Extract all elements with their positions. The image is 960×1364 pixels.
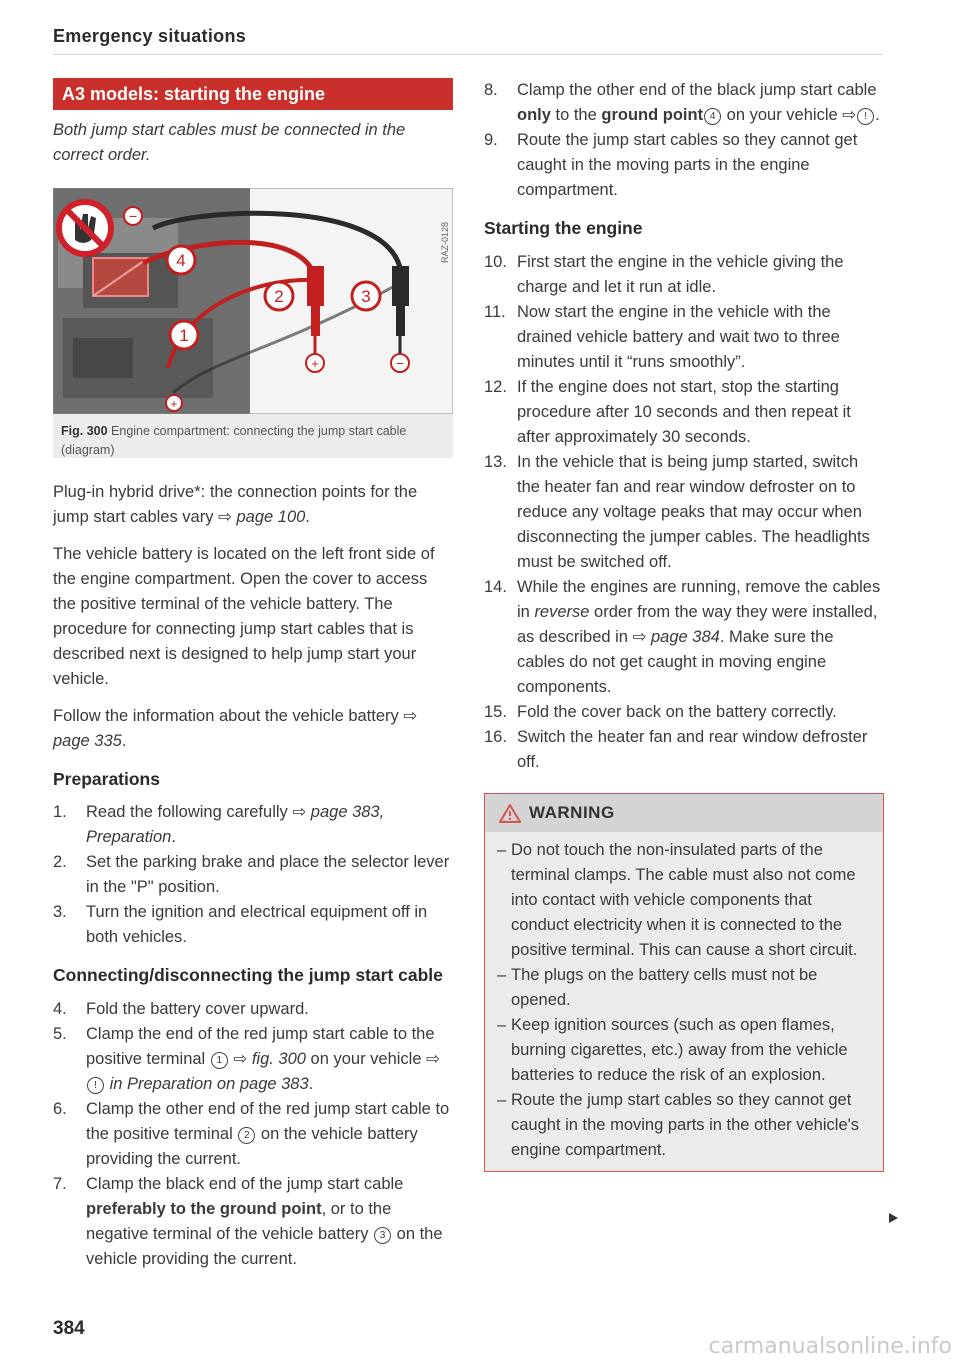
paragraph-battery-location: The vehicle battery is located on the left front side of the engine compartment. Open the cover to access the positive terminal of the vehicle battery. The procedure for connecting jump start cables that is described next is designed to help jump start your vehicle. <box>53 545 435 688</box>
figure-300 <box>53 188 453 458</box>
page-ref-link[interactable]: ⇨ page 100 <box>218 508 306 526</box>
svg-text:+: + <box>311 356 319 371</box>
step-text: , or to the negative terminal of the vehicle battery <box>86 1200 392 1243</box>
step-text: Fold the battery cover upward. <box>86 1000 309 1018</box>
svg-text:2: 2 <box>274 287 284 306</box>
list-item <box>484 128 884 203</box>
jump-start-diagram <box>53 188 453 414</box>
step-number: 8. <box>484 81 498 99</box>
list-item <box>53 1022 453 1097</box>
step-number: 10. <box>484 253 507 271</box>
callout-1-icon <box>170 321 198 349</box>
watermark: carmanualsonline.info <box>708 1334 952 1359</box>
step-text: If the engine does not start, stop the starting procedure after 10 seconds and then repeat it after approximately 30 seconds. <box>517 378 851 446</box>
bullet-dash: – <box>497 1016 507 1034</box>
callout-number-icon: 3 <box>374 1227 391 1244</box>
step-end: . <box>308 1075 314 1093</box>
paragraph-battery-info <box>53 704 453 754</box>
callout-number-icon: 1 <box>211 1052 228 1069</box>
step-number: 7. <box>53 1175 67 1193</box>
step-end: . <box>171 828 176 846</box>
page-header-title: Emergency situations <box>53 26 247 46</box>
step-text: Route the jump start cables so they cannot get caught in the moving parts in the engine compartment. <box>517 131 858 199</box>
list-item <box>484 575 884 700</box>
step-text: order from the way they were installed, as described in <box>517 603 878 646</box>
warning-triangle-icon <box>499 804 521 823</box>
bullet-dash: – <box>497 1091 507 1109</box>
paragraph-text: Follow the information about the vehicle battery <box>53 707 404 725</box>
callout-3-icon <box>352 282 380 310</box>
step-number: 9. <box>484 131 498 149</box>
step-text: Now start the engine in the vehicle with the drained vehicle battery and wait two to three minutes until it “runs smoothly”. <box>517 303 840 371</box>
ref-arrow-icon[interactable]: ⇨ <box>842 106 857 124</box>
list-item <box>484 250 884 300</box>
minus-terminal-icon <box>391 354 409 372</box>
list-item <box>484 725 884 775</box>
do-not-touch-icon <box>59 202 111 254</box>
step-text: In the vehicle that is being jump started, switch the heater fan and rear window defroster on to reduce any voltage peaks that may occur when disconnecting the jumper cables. The headlights must be switched off. <box>517 453 870 571</box>
connecting-list <box>53 997 453 1272</box>
plus-small-icon <box>166 395 182 411</box>
page-ref-link[interactable]: ⇨ page 383, Preparation <box>86 803 385 846</box>
step-text: Clamp the black end of the jump start cable <box>86 1175 404 1193</box>
step-emphasis: ground point <box>601 106 704 124</box>
step-text: Clamp the other end of the red jump start cable to the positive terminal <box>86 1100 450 1143</box>
step-emphasis: preferably to the ground point <box>86 1200 322 1218</box>
caption-text: Engine compartment: connecting the jump start cable (diagram) <box>61 424 407 457</box>
step-text: Turn the ignition and electrical equipment off in both vehicles. <box>86 903 428 946</box>
caution-icon: ! <box>857 108 874 125</box>
left-column <box>53 78 453 1272</box>
callout-4-icon <box>167 246 195 274</box>
svg-text:−: − <box>128 208 138 224</box>
warning-text: Keep ignition sources (such as open flames, burning cigarettes, etc.) away from the vehicle batteries to reduce the risk of an explosion. <box>511 1016 848 1084</box>
heading-preparations: Preparations <box>53 769 160 789</box>
step-number: 14. <box>484 578 507 596</box>
figure-code: RAZ-0128 <box>440 222 450 264</box>
step-text: on the vehicle providing the current. <box>86 1225 443 1268</box>
warning-text: The plugs on the battery cells must not be opened. <box>511 966 818 1009</box>
page-number: 384 <box>53 1318 85 1339</box>
step-end: . <box>875 106 880 124</box>
list-item <box>484 700 884 725</box>
paragraph-plugin-hybrid <box>53 480 453 530</box>
list-item <box>53 1172 453 1272</box>
page-ref-link[interactable]: in Preparation on page 383 <box>105 1075 309 1093</box>
warning-item <box>497 838 871 963</box>
step-text: Fold the cover back on the battery correctly. <box>517 703 837 721</box>
warning-list <box>485 832 883 1171</box>
step-text: on your vehicle <box>305 1050 427 1068</box>
warning-text: Do not touch the non-insulated parts of the terminal clamps. The cable must also not come into contact with vehicle components that conduct electricity when it is connected to the positive terminal. This can cause a short circuit. <box>511 841 858 959</box>
step-number: 1. <box>53 803 67 821</box>
list-item <box>53 800 453 850</box>
step-number: 4. <box>53 1000 67 1018</box>
list-item <box>53 1097 453 1172</box>
step-text: Clamp the other end of the black jump start cable <box>517 81 877 99</box>
preparations-list <box>53 800 453 950</box>
right-column <box>484 78 884 1172</box>
heading-connecting: Connecting/disconnecting the jump start cable <box>53 965 443 985</box>
callout-number-icon: 2 <box>238 1127 255 1144</box>
warning-item <box>497 963 871 1013</box>
step-number: 2. <box>53 853 67 871</box>
list-item <box>53 850 453 900</box>
bullet-dash: – <box>497 841 507 859</box>
warning-title: WARNING <box>529 803 615 822</box>
starting-list <box>484 250 884 775</box>
paragraph-end: . <box>121 732 127 750</box>
continue-arrow-icon <box>889 1213 898 1223</box>
caption-label: Fig. 300 <box>61 424 108 438</box>
warning-box <box>484 793 884 1172</box>
list-item <box>53 900 453 950</box>
svg-text:1: 1 <box>179 326 189 345</box>
list-item <box>484 450 884 575</box>
step-number: 3. <box>53 903 67 921</box>
page-ref-link[interactable]: ⇨ page 335 <box>53 707 418 750</box>
step-text: on your vehicle <box>722 106 843 124</box>
paragraph-text: Plug-in hybrid drive*: the connection points for the jump start cables vary <box>53 483 418 526</box>
warning-item <box>497 1088 871 1163</box>
warning-item <box>497 1013 871 1088</box>
figure-caption <box>61 422 445 460</box>
bullet-dash: – <box>497 966 507 984</box>
step-number: 5. <box>53 1025 67 1043</box>
step-number: 6. <box>53 1100 67 1118</box>
page-ref-link[interactable]: ⇨ page 384 <box>632 628 720 646</box>
step-text: Set the parking brake and place the selector lever in the "P" position. <box>86 853 450 896</box>
section-banner: A3 models: starting the engine <box>53 78 453 110</box>
step-text: . Make sure the cables do not get caught in moving engine components. <box>517 628 834 696</box>
step-text: First start the engine in the vehicle giving the charge and let it run at idle. <box>517 253 844 296</box>
callout-2-icon <box>265 282 293 310</box>
ref-arrow-icon[interactable]: ⇨ <box>426 1050 440 1068</box>
step-number: 15. <box>484 703 507 721</box>
list-item <box>484 375 884 450</box>
step-text: to the <box>550 106 602 124</box>
svg-text:+: + <box>170 397 178 411</box>
svg-text:4: 4 <box>176 251 186 270</box>
heading-starting-engine: Starting the engine <box>484 218 643 238</box>
caution-icon: ! <box>87 1077 104 1094</box>
step-number: 16. <box>484 728 507 746</box>
list-item <box>53 997 453 1022</box>
paragraph-end: . <box>305 508 310 526</box>
minus-small-icon <box>124 207 142 225</box>
step-number: 13. <box>484 453 507 471</box>
step-emphasis: only <box>517 106 551 124</box>
step-text: While the engines are running, remove the cables in <box>517 578 881 621</box>
callout-number-icon: 4 <box>704 108 721 125</box>
header-divider <box>53 54 882 55</box>
list-item <box>484 78 884 128</box>
section-intro: Both jump start cables must be connected in the correct order. <box>53 121 406 164</box>
step-text: Switch the heater fan and rear window defroster off. <box>517 728 868 771</box>
step-number: 11. <box>484 303 506 321</box>
step-emphasis: reverse <box>534 603 590 621</box>
step-text: Read the following carefully <box>86 803 293 821</box>
warning-text: Route the jump start cables so they cannot get caught in the moving parts in the other vehicle's engine compartment. <box>511 1091 860 1159</box>
connecting-list-continued <box>484 78 884 203</box>
list-item <box>484 300 884 375</box>
figure-ref-link[interactable]: ⇨ fig. 300 <box>233 1050 306 1068</box>
svg-text:−: − <box>395 355 405 371</box>
step-number: 12. <box>484 378 507 396</box>
svg-text:3: 3 <box>361 287 371 306</box>
warning-header <box>485 794 883 832</box>
step-text: on the vehicle battery providing the current. <box>86 1125 418 1168</box>
step-text: Clamp the end of the red jump start cable to the positive terminal <box>86 1025 435 1068</box>
plus-terminal-icon <box>306 354 324 372</box>
